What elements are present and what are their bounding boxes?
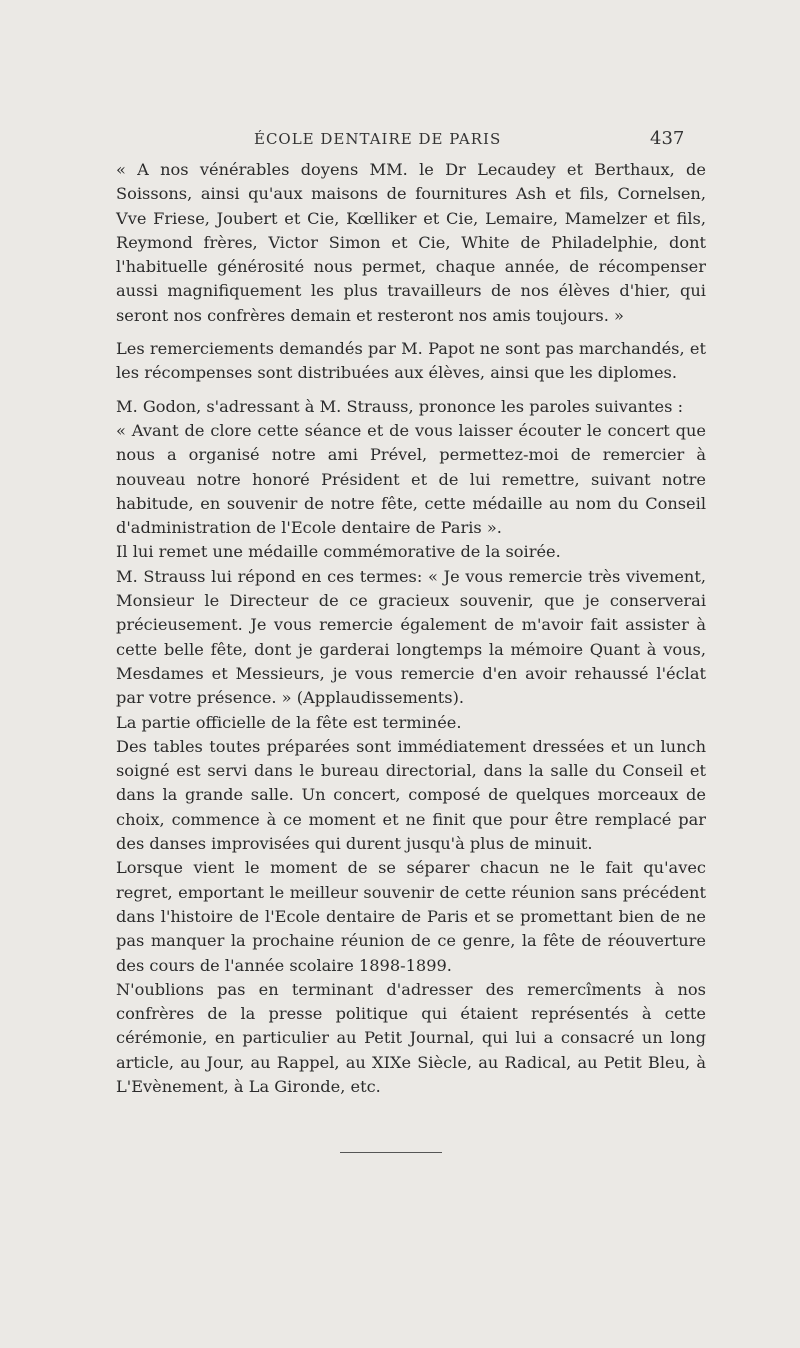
paragraph-10: N'oublions pas en terminant d'adresser des remercîments à nos confrères de la presse politique qui étaient représentés à cette cérémonie, en particulier au Petit Journal, qui lui a consacré un long article, au Jour, au Rappel, au XIXe Siècle, au Radical, au Petit Bleu, à L'Evènement, à La Gironde, etc.	[116, 979, 706, 1096]
paragraph-7: La partie officielle de la fête est terminée.	[116, 712, 462, 732]
paragraph-2: Les remerciements demandés par M. Papot ne sont pas marchandés, et les récompenses sont distribuées aux élèves, ainsi que les diplomes.	[116, 339, 706, 383]
paragraph-1: « A nos vénérables doyens MM. le Dr Lecaudey et Berthaux, de Soissons, ainsi qu'aux maisons de fournitures Ash et fils, Cornelsen, Vve Friese, Joubert et Cie, Kœlliker et Cie, Lemaire, Mamelzer et fils, Reymond frères, Victor Simon et Cie, White de Philadelphie, dont l'habituelle générosité nous permet, chaque année, de récompenser aussi magnifiquement les plus travailleurs de nos élèves d'hier, qui seront nos confrères demain et resteront nos amis toujours. »	[116, 160, 706, 325]
body-text	[116, 158, 706, 1099]
end-rule	[340, 1152, 442, 1153]
paragraph-8: Des tables toutes préparées sont immédiatement dressées et un lunch soigné est servi dans le bureau directorial, dans la salle du Conseil et dans la grande salle. Un concert, composé de quelques morceaux de choix, commence à ce moment et ne finit que pour être remplacé par des danses improvisées qui durent jusqu'à plus de minuit.	[116, 736, 706, 854]
running-header	[0, 126, 800, 152]
page-number: 437	[650, 128, 685, 149]
paragraph-5: Il lui remet une médaille commémorative de la soirée.	[116, 542, 561, 562]
paragraph-9: Lorsque vient le moment de se séparer chacun ne le fait qu'avec regret, emportant le meilleur souvenir de cette réunion sans précédent dans l'histoire de l'Ecole dentaire de Paris et se promettant bien de ne pas manquer la prochaine réunion de ce genre, la fête de réouverture des cours de l'année scolaire 1898-1899.	[116, 858, 706, 975]
running-title: ÉCOLE DENTAIRE DE PARIS	[254, 130, 502, 148]
paragraph-3: M. Godon, s'adressant à M. Strauss, prononce les paroles suivantes :	[116, 396, 684, 416]
paragraph-4: « Avant de clore cette séance et de vous laisser écouter le concert que nous a organisé notre ami Prével, permettez-moi de remercier à nouveau notre honoré Président et de lui remettre, suivant notre habitude, en souvenir de notre fête, cette médaille au nom du Conseil d'administration de l'Ecole dentaire de Paris ».	[116, 420, 706, 538]
paragraph-6: M. Strauss lui répond en ces termes: « Je vous remercie très vivement, Monsieur le Directeur de ce gracieux souvenir, que je conserverai précieusement. Je vous remercie également de m'avoir fait assister à cette belle fête, dont je garderai longtemps la mémoire Quant à vous, Mesdames et Messieurs, je vous remercie d'en avoir rehaussé l'éclat par votre présence. » (Applaudissements).	[116, 566, 706, 708]
